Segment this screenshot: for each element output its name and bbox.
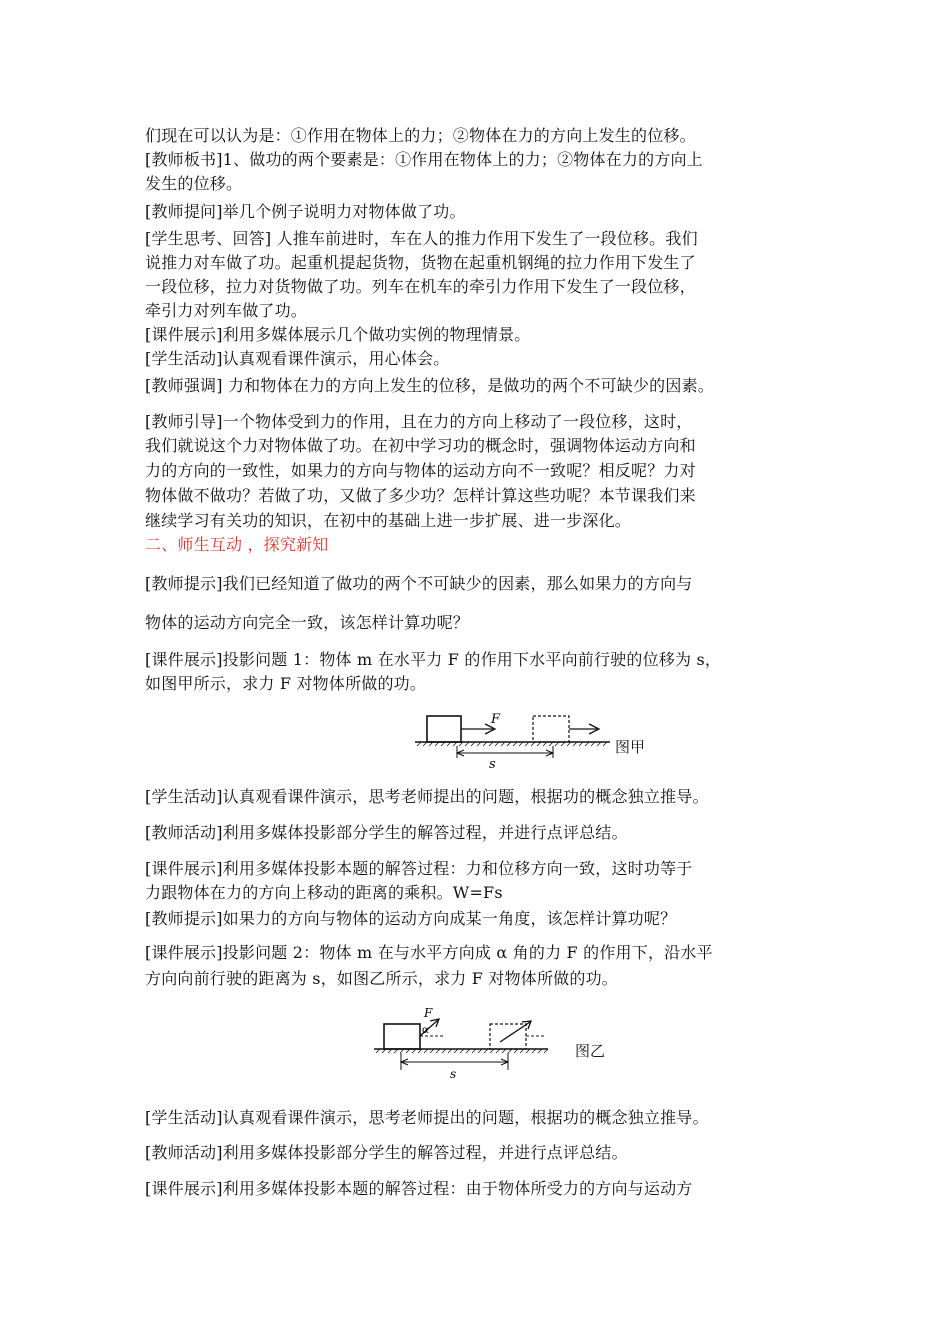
text-line: 我们就说这个力对物体做了功。在初中学习功的概念时，强调物体运动方向和 <box>145 436 696 455</box>
text-line: 物体做不做功？若做了功，又做了多少功？怎样计算这些功呢？本节课我们来 <box>145 486 696 505</box>
text-line: 牵引力对列车做了功。 <box>145 301 308 320</box>
distance-marker <box>457 746 553 758</box>
text-line: [课件展示]投影问题 2：物体 m 在与水平方向成 α 角的力 F 的作用下，沿水平 <box>145 943 713 962</box>
angle-label: α <box>422 1025 429 1036</box>
distance-label: s <box>489 757 496 772</box>
text-line: [学生活动]认真观看课件演示，用心体会。 <box>145 349 450 368</box>
section-heading: 二、师生互动 ，探究新知 <box>145 535 329 554</box>
figure-yi-caption: 图乙 <box>575 1042 606 1060</box>
block-initial <box>384 1024 420 1049</box>
force-arrow-final <box>569 724 599 734</box>
text-line: [教师活动]利用多媒体投影部分学生的解答过程，并进行点评总结。 <box>145 823 628 842</box>
text-line: 物体的运动方向完全一致，该怎样计算功呢？ <box>145 613 470 632</box>
text-line: [课件展示]利用多媒体展示几个做功实例的物理情景。 <box>145 325 531 344</box>
text-line: [课件展示]利用多媒体投影本题的解答过程：由于物体所受力的方向与运动方 <box>145 1179 693 1198</box>
text-line: 说推力对车做了功。起重机提起货物，货物在起重机钢绳的拉力作用下发生了 <box>145 253 696 272</box>
force-label: F <box>491 712 501 727</box>
text-line: 方向向前行驶的距离为 s，如图乙所示，求力 F 对物体所做的功。 <box>145 969 618 988</box>
text-line: [课件展示]投影问题 1：物体 m 在水平力 F 的作用下水平向前行驶的位移为 s， <box>145 650 722 669</box>
text-line: 们现在可以认为是：①作用在物体上的力；②物体在力的方向上发生的位移。 <box>145 126 696 145</box>
text-line: 一段位移，拉力对货物做了功。列车在机车的牵引力作用下发生了一段位移， <box>145 277 696 296</box>
block-final <box>533 716 569 742</box>
text-line: [教师提示]我们已经知道了做功的两个不可缺少的因素，那么如果力的方向与 <box>145 574 693 593</box>
text-line: 继续学习有关功的知识，在初中的基础上进一步扩展、进一步深化。 <box>145 511 632 530</box>
figure-yi-diagram <box>368 1006 568 1098</box>
text-line: [教师强调] 力和物体在力的方向上发生的位移，是做功的两个不可缺少的因素。 <box>145 376 714 395</box>
text-line: [教师活动]利用多媒体投影部分学生的解答过程，并进行点评总结。 <box>145 1143 628 1162</box>
force-arrow <box>461 724 495 734</box>
text-line: [学生活动]认真观看课件演示，思考老师提出的问题，根据功的概念独立推导。 <box>145 787 709 806</box>
block-initial <box>427 716 461 742</box>
text-line: [学生活动]认真观看课件演示，思考老师提出的问题，根据功的概念独立推导。 <box>145 1108 709 1127</box>
text-line: [课件展示]利用多媒体投影本题的解答过程：力和位移方向一致，这时功等于 <box>145 859 693 878</box>
distance-label: s <box>450 1067 457 1081</box>
text-line: [教师板书]1、做功的两个要素是：①作用在物体上的力；②物体在力的方向上 <box>145 150 703 169</box>
figure-jia-caption: 图甲 <box>615 738 646 756</box>
text-line: [学生思考、回答] 人推车前进时，车在人的推力作用下发生了一段位移。我们 <box>145 229 698 248</box>
text-line: 力的方向的一致性，如果力的方向与物体的运动方向不一致呢？相反呢？力对 <box>145 461 696 480</box>
text-line: [教师引导]一个物体受到力的作用，且在力的方向上移动了一段位移，这时， <box>145 412 693 431</box>
text-line: 发生的位移。 <box>145 174 243 193</box>
text-line: [教师提问]举几个例子说明力对物体做了功。 <box>145 202 466 221</box>
text-line: 如图甲所示，求力 F 对物体所做的功。 <box>145 674 427 693</box>
text-line: [教师提示]如果力的方向与物体的运动方向成某一角度，该怎样计算功呢？ <box>145 909 677 928</box>
force-label: F <box>424 1006 433 1020</box>
text-line: 力跟物体在力的方向上移动的距离的乘积。W=Fs <box>145 883 503 902</box>
